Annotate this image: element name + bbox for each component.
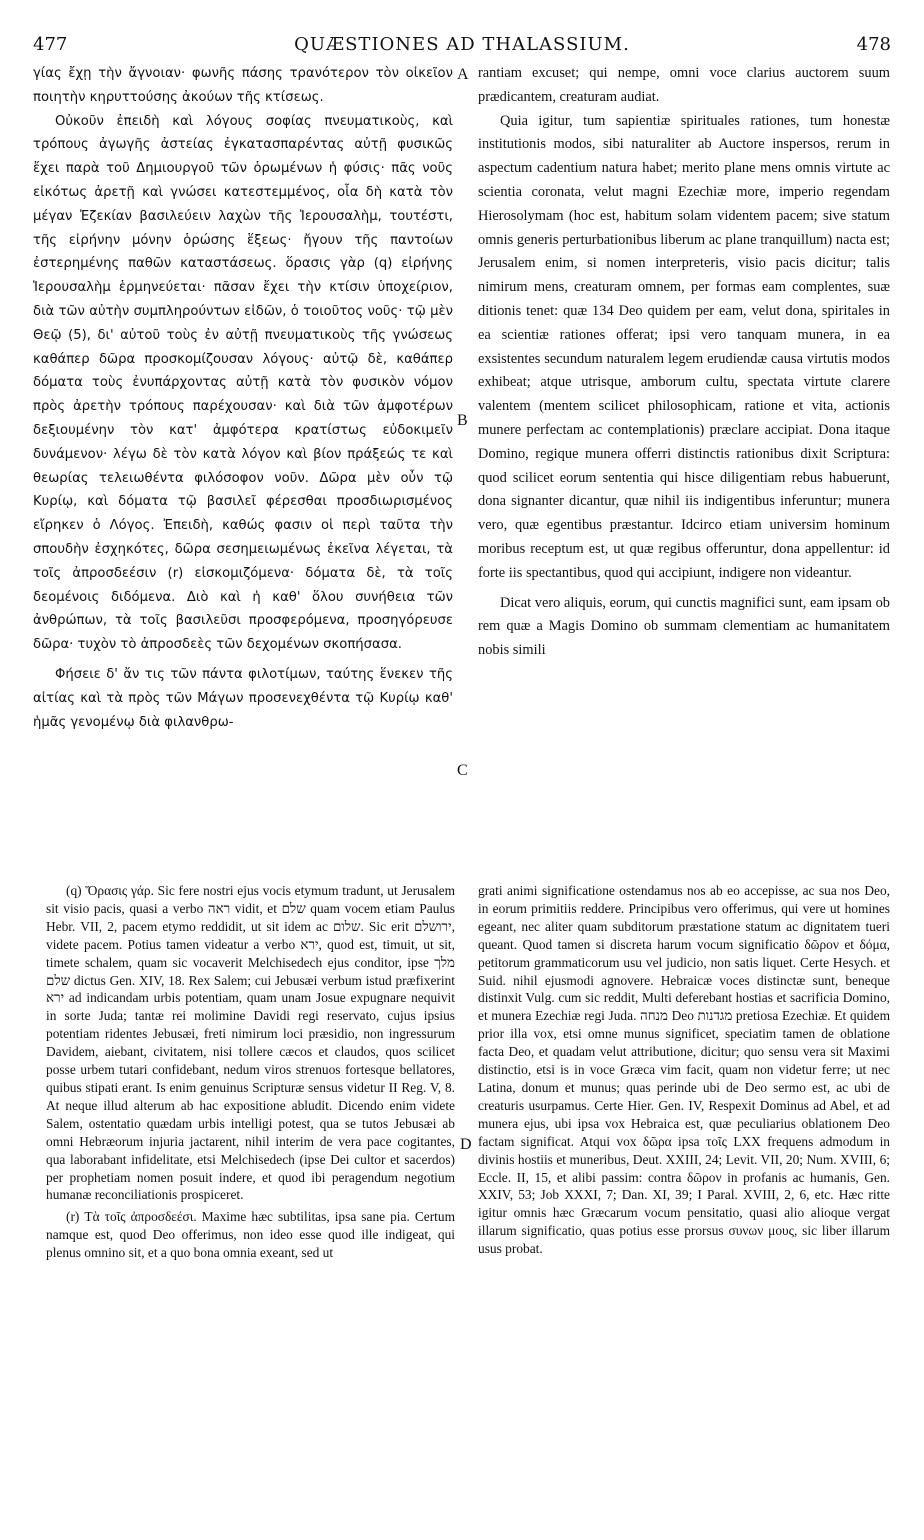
running-title: QUÆSTIONES AD THALASSIUM. [294,34,630,55]
latin-paragraph: Quia igitur, tum sapientiæ spirituales rationes, tum honestæ institutionis modos, sibi naturaliter ab Auctore inspersos, rerum in aspectum cadentium natura habet; merito plane mens omnis virtute ac scientia coronata, velut magni Ezechiæ more, imperio regendam Hierosolymam (hoc est, habitum solam videntem pacem; sive statum omnis generis perturbationibus liberum ac plane tranquillum) nacta est; Jerusalem enim, si nomen interpreteris, visio pacis dicitur; talis nimirum mens, creaturam omnem, per formas eam complentes, suæ ditionis tenet: quæ 134 Deo quidem per eam, velut dona, spiritales in ea scientiæ rationes offerat; ipsi vero tanquam munera, in ea exsistentes secundum naturalem legem erudiendæ causa virtutis modos exhibeat; atque utrisque, amborum cultu, spectata virtute clarere valentem (mentem scilicet philosophicam, ratione et vita, actionis munere perfectam ac contemplationis) præclare accipiat. Dona itaque Domino, regique munera offerri distinctis rationibus dixit Scriptura: quod scilicet eorum sententia qui hisce diligentiam rebus habuerunt, dona signanter dicantur, quæ nihil iis indigentibus inferuntur; munera vero, quæ egentibus præstantur. Idcirco etiam universim hominum moribus receptum est, ut quæ regibus offeruntur, dona appellentur: id forte iis spectantibus, quod qui accipiunt, indigere non videantur. [478,112,890,581]
margin-marker-d: D [460,1136,472,1153]
footnotes-left [46,882,455,1262]
latin-column [478,62,890,663]
margin-marker-b: B [457,412,468,429]
greek-paragraph: Φήσειε δ' ἄν τις τῶν πάντα φιλοτίμων, ταύτης ἕνεκεν τῆς αἰτίας καὶ τὰ πρὸς τῶν Μάγων προσενεχθέντα τῷ Κυρίῳ καθ' ἡμᾶς γενομένῳ διὰ φιλανθρω- [33,666,453,730]
footnote-q: (q) Ὅρασις γάρ. Sic fere nostri ejus vocis etymum tradunt, ut Jerusalem sit visio pacis, quasi a verbo ראה vidit, et שלם quam vocem etiam Paulus Hebr. VII, 2, pacem etymo reddidit, ut sit idem ac שלום. Sic erit ירושלם, videte pacem. Potius tamen videatur a verbo ירא, quod est, timuit, ut sit, timete schalem, quam sic vocaverit Melchisedech ejus conditor, ipse מלך שלם dictus Gen. XIV, 18. Rex Salem; cui Jebusæi verbum istud præfixerint ירא ad indicandam urbis potentiam, quam unam Josue expugnare nequivit in sorte Juda; tantæ rei molimine Davidi regi reservato, cujus ipsius potentiam ridentes Jebusæi, freti nimirum loci præsidio, non ingressurum Davidem, aiebant, civitatem, nisi tollere cæcos et claudos, quos scilicet posse urbem tutari confidebant, nedum viros strenuos fortesque bellatores, quibus stipati erant. Is enim genuinus Scripturæ sensus videtur II Reg. V, 8. At neque illud alterum ab hac expositione abludit. Dicendo enim videte Salem, ostentatio quædam urbis intelligi potest, qua se tutos Jebusæi ab omni Hebræorum injuria jactarent, nihil interim de vera pace cogitantes, qua laborabant infidelitate, etsi Melchisedech (ipse Dei cultor et sacerdos) per prophetiam nomen posuit indere, et quod ibi peragendum negotium humanæ reconciliationis prospiceret. [46,883,455,1203]
footnotes-right [478,882,890,1258]
greek-paragraph: γίας ἔχῃ τὴν ἄγνοιαν· φωνῆς πάσης τρανότερον τὸν οἰκεῖον ποιητὴν κηρυττούσης ἀκούων τῆς κτίσεως. [33,66,453,105]
greek-paragraph: Οὐκοῦν ἐπειδὴ καὶ λόγους σοφίας πνευματικοὺς, καὶ τρόπους ἀγωγῆς ἀστείας ἐγκατασπαρέντας αὐτῇ φυσικῶς ἔχει παρὰ τοῦ Δημιουργοῦ τῶν ὁρωμένων ἡ φύσις· πᾶς νοῦς εἰκότως ἀρετῇ καὶ γνώσει κατεστεμμένος, οἷα δὴ κατὰ τὸν μέγαν Ἐζεκίαν βασιλεύειν λαχὼν τῆς Ἱερουσαλὴμ, τουτέστι, τῆς εἰρήνην μόνην ὁρώσης ἕξεως· ἤγουν τῆς παντοίων ἐστερημένης παθῶν καταστάσεως. ὅρασις γὰρ (q) εἰρήνης Ἱερουσαλὴμ ἑρμηνεύεται· πᾶσαν ἔχει τὴν κτίσιν ὑποχείριον, διὰ τῶν αὐτὴν συμπληρούντων εἰδῶν, ὁ τοιοῦτος νοῦς· τῷ μὲν Θεῷ (5), δι' αὐτοῦ τοὺς ἐν αὐτῇ πνευματικοὺς τῆς γνώσεως καθάπερ δῶρα προσκομίζουσαν λόγους· αὐτῷ δὲ, καθάπερ δόματα τοὺς ἐνυπάρχοντας αὐτῇ κατὰ τὸν φυσικὸν νόμον πρὸς ἀρετὴν τρόπους παρέχουσαν· καὶ διὰ τῶν ἀμφοτέρων δεξιουμένην τὸν κατ' ἀμφότερα κρατίστως εὐδοκιμεῖν δυνάμενον· λέγω δὲ τὸν κατὰ λόγον καὶ βίον πράξεώς τε καὶ θεωρίας τελειωθέντα φιλόσοφον νοῦν. Δῶρα μὲν οὖν τῷ Κυρίῳ, καὶ δόματα τῷ βασιλεῖ φέρεσθαι προσδιωρισμένος εἴρηκεν ὁ Λόγος. Ἐπειδὴ, καθώς φασιν οἱ περὶ ταῦτα τὴν σπουδὴν ἐσχηκότες, δῶρα σεσημειωμένως ἐκεῖνα λέγεται, τὰ τοῖς ἀπροσδεέσιν (r) εἰσκομιζόμενα· δόματα δὲ, τὰ τοῖς δεομένοις διδόμενα. Διὸ καὶ ἡ καθ' ὅλου συνήθεια τῶν ἀνθρώπων, τὰ τοῖς βασιλεῦσι προσφερόμενα, προσηγόρευσε δῶρα· τυχὸν τὸ ἀπροσδεὲς τῶν δεχομένων σκοπήσασα. [33,113,453,653]
running-header [33,34,891,60]
greek-column [33,62,453,734]
page-number-right: 478 [856,34,891,55]
footnote-r: (r) Τὰ τοῖς ἀπροσδεέσι. Maxime hæc subtilitas, ipsa sane pia. Certum namque est, quod Deo offerimus, non ideo esse quod ille indigeat, qui plenus omnino sit, et a quo bona omnia exeant, sed ut [46,1209,455,1261]
page-number-left: 477 [33,34,68,55]
latin-paragraph: Dicat vero aliquis, eorum, qui cunctis magnifici sunt, eam ipsam ob rem quæ a Magis Domino ob summam clementiam ac humanitatem nobis simili [478,594,890,659]
margin-marker-a: A [457,66,469,83]
footnote-continuation: grati animi significatione ostendamus nos ab eo accepisse, ac sua nos Deo, in eorum primitiis reddere. Principibus vero offerimus, qui vere ut homines egeant, nec aliter quam subditorum præstatione statum ac dignitatem tueri queant. Quod tamen si discreta harum vocum significatio δῶρον et δόμα, petitorum grammaticorum usu vel judicio, non satis liquet. Certe Hesych. et Suid. nihil ejusmodi agnovere. Hebraicæ voces distinctæ sunt, beneque distinxit Vulg. cum sic reddit, Multi deferebant hostias et sacrificia Domino, et munera Ezechiæ regi Juda. מנחה Deo מגדנות pretiosa Ezechiæ. Et quidem prior illa vox, etsi omne munus significet, speciatim tamen de oblatione facta Deo, et quadam velut attributione, dicitur; quo sensu vera sit Maximi distinctio, etsi is in voce Græca vim facit, quam non videtur ferre; ut nec Latina, donum et munus; quas perinde ubi de Deo sermo est, ac ubi de creaturis usurpamus. Certe Hier. Gen. IV, Respexit Dominus ad Abel, et ad munera ejus, ubi ipsa vox Hebraica est, quæ peculiarius oblationem Deo factam significat. Atqui vox δῶρα ipsa τοῖς LXX frequens admodum in divinis hostiis et muneribus, Deut. XXIII, 24; Levit. VII, 20; Num. XVIII, 6; Eccle. II, 15, et alibi passim: contra δῶρον in profanis ac humanis, Gen. XXIV, 53; Job XXXI, 7; Dan. XI, 39; I Paral. XVIII, 2, 6, etc. Hæc ritte igitur omnis hæc Græcarum vocum pensitatio, quasi alio alioque vergat illarum significatio, quas potius esse prorsus συνων μους, sic liber illarum usus probat. [478,883,890,1257]
margin-marker-c: C [457,762,468,779]
latin-paragraph: rantiam excuset; qui nempe, omni voce clarius auctorem suum prædicantem, creaturam audiat. [478,65,890,105]
